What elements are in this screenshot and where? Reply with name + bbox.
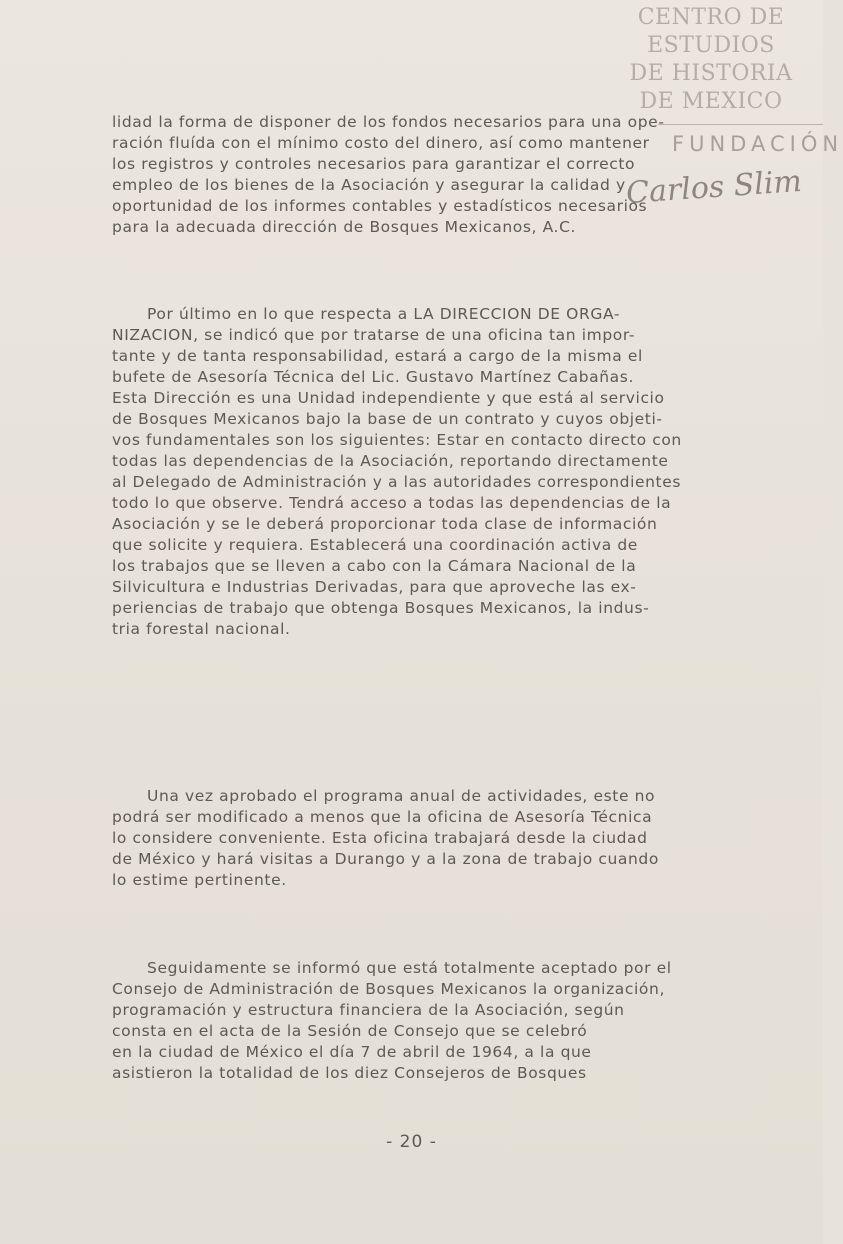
text-line: todo lo que observe. Tendrá acceso a todas las dependencias de la [112,494,672,512]
text-line: Consejo de Administración de Bosques Mexicanos la organización, [112,980,665,998]
watermark-line: CENTRO DE [637,5,785,30]
watermark-line: DE MEXICO [639,89,783,114]
text-line: podrá ser modificado a menos que la oficina de Asesoría Técnica [112,808,653,826]
text-line: todas las dependencias de la Asociación, reportando directamente [112,452,669,470]
text-line: vos fundamentales son los siguientes: Estar en contacto directo con [112,431,682,449]
text-line: de México y hará visitas a Durango y a la zona de trabajo cuando [112,850,659,868]
watermark-fundacion: FUNDACIÓN [672,132,843,156]
text-line: oportunidad de los informes contables y estadísticos necesarios [112,197,648,215]
text-line: para la adecuada dirección de Bosques Mexicanos, A.C. [112,218,577,236]
watermark-signature: Carlos Slim [624,163,803,212]
text-line: en la ciudad de México el día 7 de abril de 1964, a la que [112,1043,592,1061]
paragraph-council [112,958,710,1084]
text-line: Asociación y se le deberá proporcionar toda clase de información [112,515,658,533]
text-line: lidad la forma de disponer de los fondos necesarios para una ope- [112,113,665,131]
text-line: los trabajos que se lleven a cabo con la Cámara Nacional de la [112,557,637,575]
text-line: Una vez aprobado el programa anual de actividades, este no [147,787,656,805]
text-line: programación y estructura financiera de la Asociación, según [112,1001,625,1019]
text-line: lo estime pertinente. [112,871,287,889]
paragraph-organization [112,304,710,640]
text-line: Por último en lo que respecta a LA DIRECCION DE ORGA- [147,305,621,323]
watermark-line: ESTUDIOS [647,33,775,58]
text-line: Seguidamente se informó que está totalmente aceptado por el [147,959,672,977]
text-line: Esta Dirección es una Unidad independiente y que está al servicio [112,389,665,407]
text-line: asistieron la totalidad de los diez Consejeros de Bosques [112,1064,587,1082]
archive-watermark [611,4,811,116]
text-line: empleo de los bienes de la Asociación y asegurar la calidad y [112,176,626,194]
text-line: Silvicultura e Industrias Derivadas, para que aproveche las ex- [112,578,637,596]
paragraph-program [112,786,710,891]
text-line: ración fluída con el mínimo costo del dinero, así como mantener [112,134,650,152]
text-line: de Bosques Mexicanos bajo la base de un contrato y cuyos objeti- [112,410,663,428]
paragraph-funds [112,112,710,238]
text-line: consta en el acta de la Sesión de Consejo que se celebró [112,1022,588,1040]
text-line: bufete de Asesoría Técnica del Lic. Gustavo Martínez Cabañas. [112,368,634,386]
text-line: periencias de trabajo que obtenga Bosques Mexicanos, la indus- [112,599,650,617]
text-line: tria forestal nacional. [112,620,291,638]
text-line: los registros y controles necesarios para garantizar el correcto [112,155,636,173]
text-line: al Delegado de Administración y a las autoridades correspondientes [112,473,682,491]
text-line: que solicite y requiera. Establecerá una coordinación activa de [112,536,638,554]
text-line: NIZACION, se indicó que por tratarse de una oficina tan impor- [112,326,636,344]
watermark-line: DE HISTORIA [629,61,793,86]
text-line: tante y de tanta responsabilidad, estará a cargo de la misma el [112,347,643,365]
page-number: - 20 - [386,1132,437,1152]
text-line: lo considere conveniente. Esta oficina trabajará desde la ciudad [112,829,648,847]
